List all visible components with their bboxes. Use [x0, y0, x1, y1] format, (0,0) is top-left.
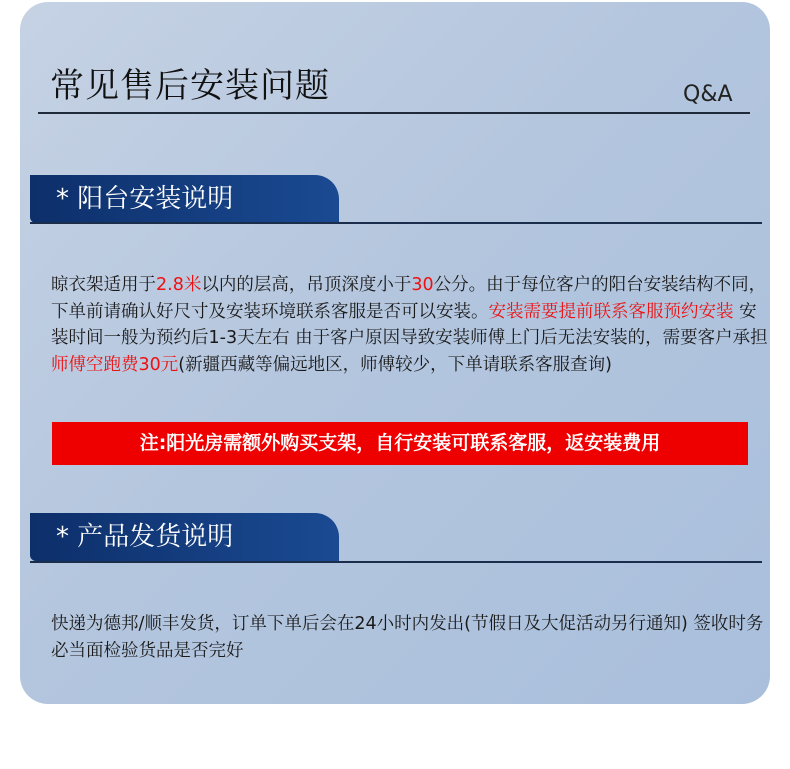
highlight-appointment: 安装需要提前联系客服预约安装 — [488, 301, 734, 322]
qa-label: Q&A — [683, 82, 733, 107]
highlight-depth: 30 — [411, 275, 434, 295]
highlight-height: 2.8米 — [156, 275, 202, 295]
shipping-instructions: 快递为德邦/顺丰发货，订单下单后会在24小时内发出(节假日及大促活动另行通知) 签收时务必当面检验货品是否完好 — [51, 614, 764, 661]
install-instructions: 晾衣架适用于2.8米以内的层高，吊顶深度小于30公分。由于每位客户的阳台安装结构不同，下单前请确认好尺寸及安装环境联系客服是否可以安装。安装需要提前联系客服预约安装 安装时间一般为预约后1-3天左右 由于客户原因导致安装师傅上门后无法安装的，需要客户承担师傅空跑费30元(新疆西藏等偏远地区，师傅较少，下单请联系客服查询) — [51, 275, 768, 375]
section-banner-balcony-install: * 阳台安装说明 — [30, 175, 339, 223]
title-divider — [38, 112, 750, 114]
section-divider — [30, 561, 762, 563]
section-divider — [30, 222, 762, 224]
sunroom-notice-banner: 注:阳光房需额外购买支架，自行安装可联系客服，返安装费用 — [52, 422, 748, 465]
section-banner-shipping: * 产品发货说明 — [30, 513, 339, 561]
highlight-fee: 师傅空跑费30元 — [51, 354, 179, 375]
page-title: 常见售后安装问题 — [50, 66, 330, 106]
